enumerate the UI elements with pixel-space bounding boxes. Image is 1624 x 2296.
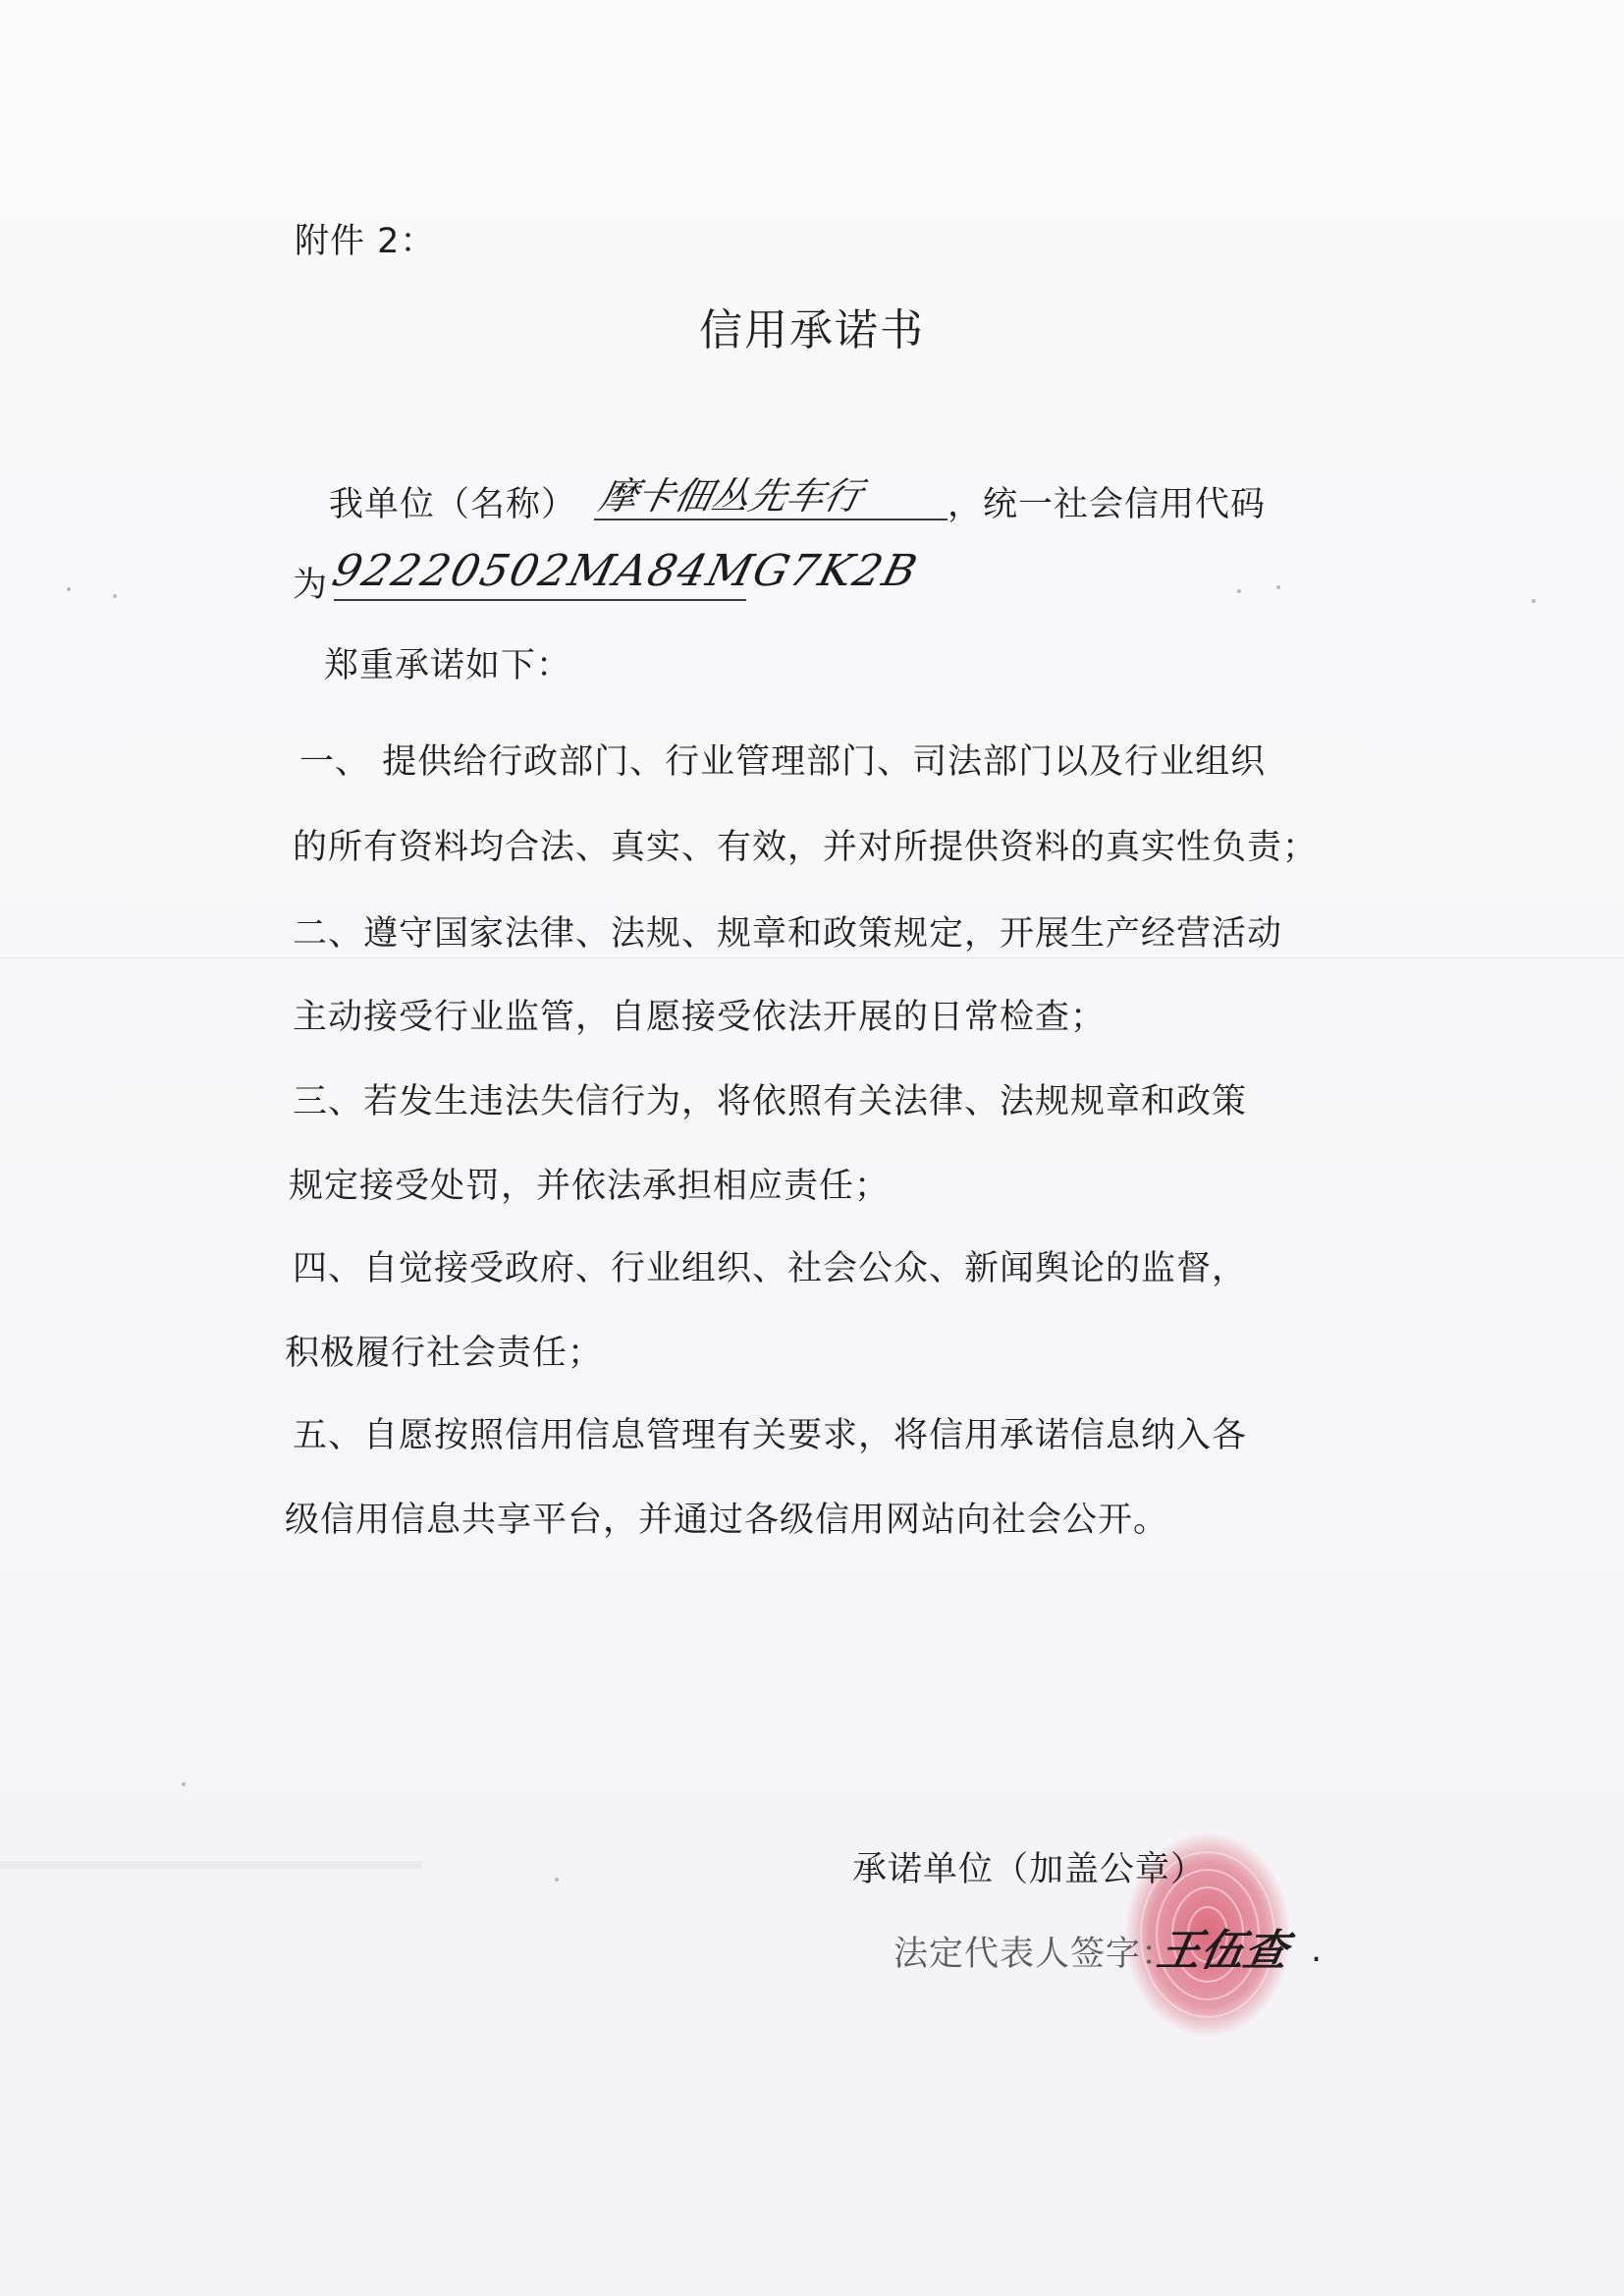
scan-speck [555, 1878, 559, 1882]
pledge-item-3-line-1: 三、若发生违法失信行为，将依照有关法律、法规规章和政策 [293, 1082, 1248, 1121]
scan-speck [1237, 589, 1241, 593]
credit-code-label: ，统一社会信用代码 [947, 485, 1267, 524]
unit-name-underline [594, 519, 947, 520]
scan-speck [1532, 599, 1536, 603]
scan-line [0, 1861, 422, 1869]
pledge-item-4-line-2: 积极履行社会责任； [285, 1334, 604, 1373]
page-title: 信用承诺书 [699, 305, 925, 355]
attachment-label: 附件 2： [295, 222, 436, 261]
pledge-item-2-line-2: 主动接受行业监管，自愿接受依法开展的日常检查； [293, 998, 1107, 1037]
pledge-item-5-line-2: 级信用信息共享平台，并通过各级信用网站向社会公开。 [285, 1501, 1169, 1540]
scan-speck [182, 1782, 186, 1786]
unit-name-handwritten: 摩卡佃丛先车行 [595, 474, 866, 518]
unit-name-label: 我单位（名称） [329, 485, 577, 524]
legal-rep-signature: 王伍查 [1153, 1926, 1292, 1976]
scan-speck [67, 587, 71, 591]
pledge-item-4-line-1: 四、自觉接受政府、行业组织、社会公众、新闻舆论的监督， [293, 1249, 1248, 1288]
pledge-item-5-line-1: 五、自愿按照信用信息管理有关要求，将信用承诺信息纳入各 [293, 1416, 1248, 1455]
scan-speck [1276, 585, 1280, 589]
trailing-dot: . [1311, 1931, 1324, 1970]
credit-code-handwritten: 92220502MA84MG7K2B [327, 546, 924, 596]
legal-rep-label: 法定代表人签字： [893, 1935, 1177, 1974]
scan-speck [113, 594, 117, 598]
pledge-item-1-line-2: 的所有资料均合法、真实、有效，并对所提供资料的真实性负责； [293, 828, 1319, 867]
pledge-item-3-line-2: 规定接受处罚，并依法承担相应责任； [289, 1167, 891, 1206]
pledge-item-2-line-1: 二、遵守国家法律、法规、规章和政策规定，开展生产经营活动 [293, 914, 1283, 954]
scan-line [0, 957, 1624, 958]
signing-unit-label: 承诺单位（加盖公章） [852, 1850, 1207, 1889]
pledge-intro: 郑重承诺如下： [324, 646, 572, 685]
credit-code-underline [334, 599, 746, 601]
pledge-item-1-line-1: 一、 提供给行政部门、行业管理部门、司法部门以及行业组织 [299, 742, 1267, 782]
code-prefix: 为 [293, 566, 329, 605]
